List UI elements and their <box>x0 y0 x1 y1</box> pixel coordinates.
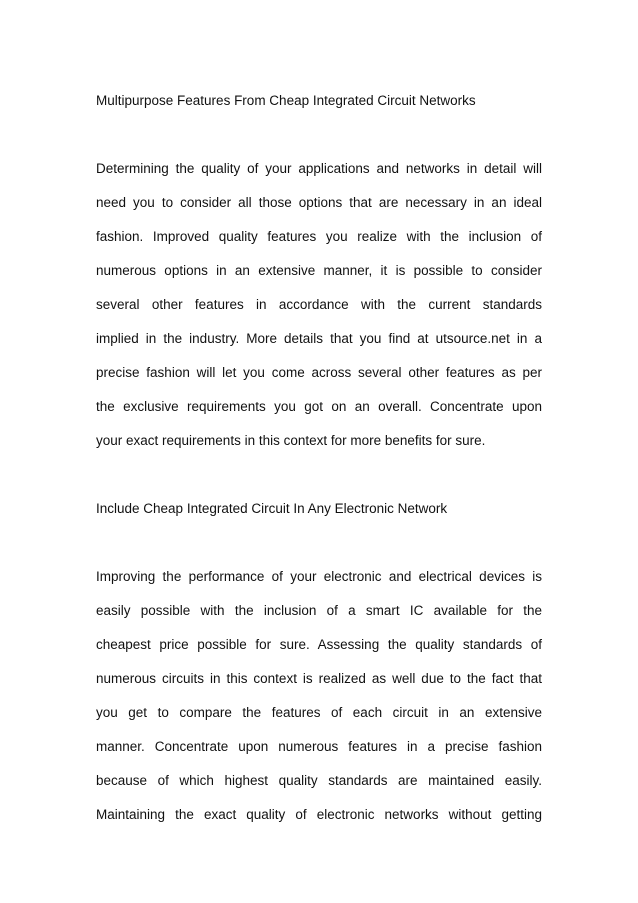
paragraph-line: cheapest price possible for sure. Assessing the quality standards of <box>96 637 542 652</box>
paragraph-line: numerous circuits in this context is realized as well due to the fact that <box>96 671 542 686</box>
paragraph-line: your exact requirements in this context for more benefits for sure. <box>96 433 486 448</box>
paragraph-line: easily possible with the inclusion of a smart IC available for the <box>96 603 542 618</box>
paragraph-line: several other features in accordance with the current standards <box>96 297 542 312</box>
document-body <box>96 84 542 832</box>
paragraph-spacer <box>96 458 542 492</box>
section-heading: Include Cheap Integrated Circuit In Any Electronic Network <box>96 501 448 516</box>
paragraph-line: Maintaining the exact quality of electronic networks without getting <box>96 807 542 822</box>
paragraph-line: because of which highest quality standards are maintained easily. <box>96 773 542 788</box>
paragraph-line: the exclusive requirements you got on an overall. Concentrate upon <box>96 399 542 414</box>
paragraph-line: fashion. Improved quality features you realize with the inclusion of <box>96 229 542 244</box>
paragraph-spacer <box>96 526 542 560</box>
paragraph-line: Improving the performance of your electronic and electrical devices is <box>96 569 542 584</box>
section-heading: Multipurpose Features From Cheap Integrated Circuit Networks <box>96 93 476 108</box>
paragraph-line: precise fashion will let you come across several other features as per <box>96 365 542 380</box>
paragraph-line: implied in the industry. More details that you find at utsource.net in a <box>96 331 542 346</box>
paragraph <box>96 560 542 832</box>
paragraph-line: need you to consider all those options that are necessary in an ideal <box>96 195 542 210</box>
paragraph <box>96 152 542 458</box>
paragraph-spacer <box>96 118 542 152</box>
paragraph-line: numerous options in an extensive manner, it is possible to consider <box>96 263 542 278</box>
paragraph-line: Determining the quality of your applications and networks in detail will <box>96 161 542 176</box>
paragraph-line: manner. Concentrate upon numerous features in a precise fashion <box>96 739 542 754</box>
paragraph-line: you get to compare the features of each circuit in an extensive <box>96 705 542 720</box>
